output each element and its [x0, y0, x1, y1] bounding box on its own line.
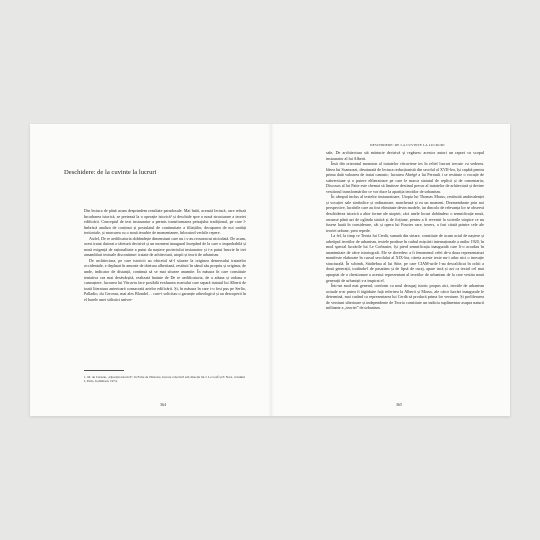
body-paragraph: În câmpul inclus al textelor instauratoare, Utopia lui Thomas Morus, restituită ambivalenței și vocației sale simbolice și ordinatoare, marchează și ea un moment. Dezmembrate prin noi perspective, lucrările care au fost eliminate devin modele, iar dincolo de relevanța lor se observă deschiderea istorică a altor forme ale utopiei, căci unele locuri dobândesc o semnificație nouă, ascunse până azi de oglinda statică și de ficțiune, pentru a fi reveniri la scrierile utopice ce nu fusese luată în considerare, cât și opera lui Fourier care, invers, a fost citată printre cele ale teoriei urbane, prea repede.: [326, 194, 484, 233]
footnote-rule: [84, 370, 124, 371]
footnote: 1. M. de Certeau, „Operația istorică”, în Faire de l'histoire, lucrare colectivă sub direcția lui J. Le Goff și P. Nora, volumul I, Paris, Gallimard, 1974.: [84, 375, 245, 384]
right-page-body: [326, 150, 484, 311]
body-paragraph: Într-un mod mai general, conform cu noul decupaj istoric propus aici, teoriile de urbanism actuale n-ar putea fi tăgăduite față referirea la Alberti și Morus, ale căror lucrări inaugurale le determină, mai curând ca reprezentarea lui Cerdà să producă prima lor versiune. Și proliferarea de versiuni ulterioare și independente de Teoria constituie un indiciu suplimentar asupra naturii militante a „teoriei” de urbanism.: [326, 283, 484, 311]
body-paragraph: Din lectura de până acum desprindem rezultate paradoxale. Mai întâi, această lectură, care refuză încadrarea istorică, se pretează la o operație istorică¹ și deschide spre o nouă structurare a teoriei edificării. Conceptul de text instaurator a permis transformarea peisajului tradițional, pe care l-îmbrăcă analiza de conținut și postulatul de continuitate a filiațiilor, decuparea de noi unități teritoriale, și marcarea cu o nouă ierarhie de momentanee, înlocuind vechile repere.: [84, 208, 246, 236]
page-number: 365: [396, 402, 402, 407]
body-paragraph: Însă din orizontul monoton al tratatelor vitruviene ies în relief lucruri trecute cu vederea. Ideea lui Scamozzi, desaturată de lectura reducționistă din secolul al XVII-lea, își capătă pentru prima dată valoarea de tratat canonic; lucrarea Abrégé a lui Perrault i se restituie o vocație de subversiune și o putere eliberatoare pe care le marca statutul de replică și de comentariu; Discours al lui Patte este chemat să limiteze destinul precar al tratatelor de arhitectură și devine vestitorul transformărilor ce vor duce la apariția teoriilor de urbanism.: [326, 161, 484, 194]
book-spread: [30, 124, 510, 416]
page-number: 364: [160, 402, 166, 407]
body-paragraph: sale, De architectura stă mărturie decisivă și regăsesc acestor autori un raport cu scopul instaurator al lui Alberti.: [326, 150, 484, 161]
body-paragraph: De architectura, pe care istoricii au obiceiul să-l situeze la originea demersului tratatelor occidentale, e deplasat în amonte de tăietura albertiană, restituit în sânul său propriu și originar, de unde, indicator de distanță, continuă să se mai situeze anumite. În măsura în care constituie tentativa cea mai desăvârșită, realizată înainte de De re aedificatoria, de a aduna și ordona o cunoaștere, lucrarea lui Vitruviu face posibilă evaluarea ecartului care separă tratatul lui Alberti de toată literatura anterioară consacrată artelor edificării. Și, în măsura în care i-o fost pus pe Serlio, Palladio, du Cerceau, mai ales Blondel… care-i solicitau o garanție arheologică și au descoperit în el barele unei stilistici univer-: [84, 257, 246, 302]
left-page-body: [84, 208, 246, 302]
right-page: [270, 124, 510, 416]
body-paragraph: Astfel, De re aedificatoria dobândește dimensiuni care nu i s-au recunoscut niciodată. De acum, acest tratat datorat o tăietură decisivă și un moment inaugural începând de la care o improbabilă și nouă exigență de raționalitate a putut da naștere proiectului instaurator și i-a putut înscrie în trei ansambluri textuale discontinue: tratate de arhitectură, utopii și teorii de urbanism.: [84, 235, 246, 258]
chapter-title: Deschidere: de la cuvinte la lucruri: [64, 169, 157, 176]
body-paragraph: La fel, la timp ce Teoria lui Cerdà, sumată din sirtare, constituie de acum actul de naștere și arhetipul teoriilor de urbanism, textele produse în cadrul mișcării internaționale a anilor 1920, în mod special lucrările lui Le Corbusier, își pierd semnificația inaugurală care li-o acordau în unanimitate de către istoriografi. Ele se dovedesc a fi fenomenul celei de-a doua reprezentaturi manifeste elaborate în cursul secolului al XIX-lea, căreia aceste texte nu-i aduc nici o inovație structurală. În schimb, Städtebau al lui Sitte, pe care CIAM-urile l-au descalificat în ochii a două generații, tratându-l de pasatism și de lipsă de curaj, apare incă și azi ca textul cel mai apropiat de o chestionare a acestui reprezentant al teoriilor de urbanism de la care vestita nouă generații de urbaniști s-a inspirat el.: [326, 233, 484, 283]
left-page: [30, 124, 270, 416]
running-head: DESCHIDERE: DE LA CUVINTE LA LUCRURI: [370, 143, 445, 147]
